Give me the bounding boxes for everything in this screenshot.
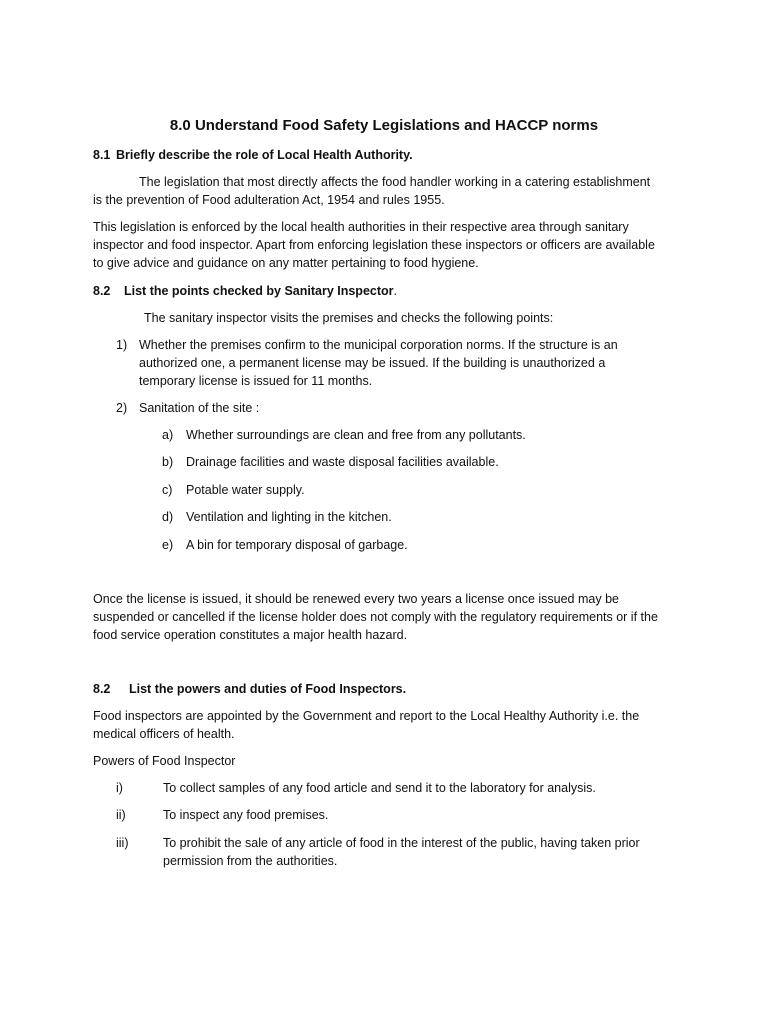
section-8-2b-heading: List the powers and duties of Food Inspectors. [129,682,407,696]
section-8-2-heading-text: List the points checked by Sanitary Inspector [124,284,394,298]
section-8-2-heading-period: . [393,284,397,298]
list-number: 2) [116,401,128,415]
section-8-2-number: 8.2 [93,284,111,298]
page-title: 8.0 Understand Food Safety Legislations and HACCP norms [169,117,599,134]
power-item: To inspect any food premises. [163,808,329,822]
sublist-letter: b) [162,455,174,469]
sublist-item: Potable water supply. [186,483,305,497]
powers-label: Powers of Food Inspector [93,754,236,768]
sublist-item: Drainage facilities and waste disposal facilities available. [186,455,499,469]
section-8-1-heading: Briefly describe the role of Local Health Authority. [116,148,413,162]
section-8-2-heading [124,282,397,300]
roman-number: i) [116,781,123,795]
list-item: Whether the premises confirm to the municipal corporation norms. If the structure is an authorized one, a permanent license may be issued. If the building is unauthorized a temporary license is issued for 11 months. [139,338,618,388]
sanitary-intro: The sanitary inspector visits the premises and checks the following points: [144,311,554,325]
section-8-1-paragraph-1: The legislation that most directly affects the food handler working in a catering establishment is the prevention of Food adulteration Act, 1954 and rules 1955. [93,175,651,207]
section-8-1-paragraph-2: This legislation is enforced by the local health authorities in their respective area through sanitary inspector and food inspector. Apart from enforcing legislation these inspectors or officers are available to give advice and guidance on any matter pertaining to food hygiene. [93,220,655,270]
power-item: To prohibit the sale of any article of food in the interest of the public, having taken prior permission from the authorities. [163,836,640,868]
sublist-letter: e) [162,538,174,552]
sublist-item: Whether surroundings are clean and free from any pollutants. [186,428,526,442]
power-item: To collect samples of any food article and send it to the laboratory for analysis. [163,781,596,795]
section-8-2b-number: 8.2 [93,682,111,696]
license-renewal-paragraph: Once the license is issued, it should be renewed every two years a license once issued may be suspended or cancelled if the license holder does not comply with the regulatory requirements or if the food service operation constitutes a major health hazard. [93,592,658,642]
roman-number: iii) [116,836,129,850]
list-number: 1) [116,338,128,352]
sublist-letter: d) [162,510,174,524]
section-8-1-number: 8.1 [93,148,111,162]
sublist-letter: c) [162,483,173,497]
sublist-item: Ventilation and lighting in the kitchen. [186,510,392,524]
sublist-item: A bin for temporary disposal of garbage. [186,538,408,552]
list-item: Sanitation of the site : [139,401,260,415]
sublist-letter: a) [162,428,174,442]
roman-number: ii) [116,808,126,822]
food-inspector-paragraph: Food inspectors are appointed by the Government and report to the Local Healthy Authority i.e. the medical officers of health. [93,709,640,741]
